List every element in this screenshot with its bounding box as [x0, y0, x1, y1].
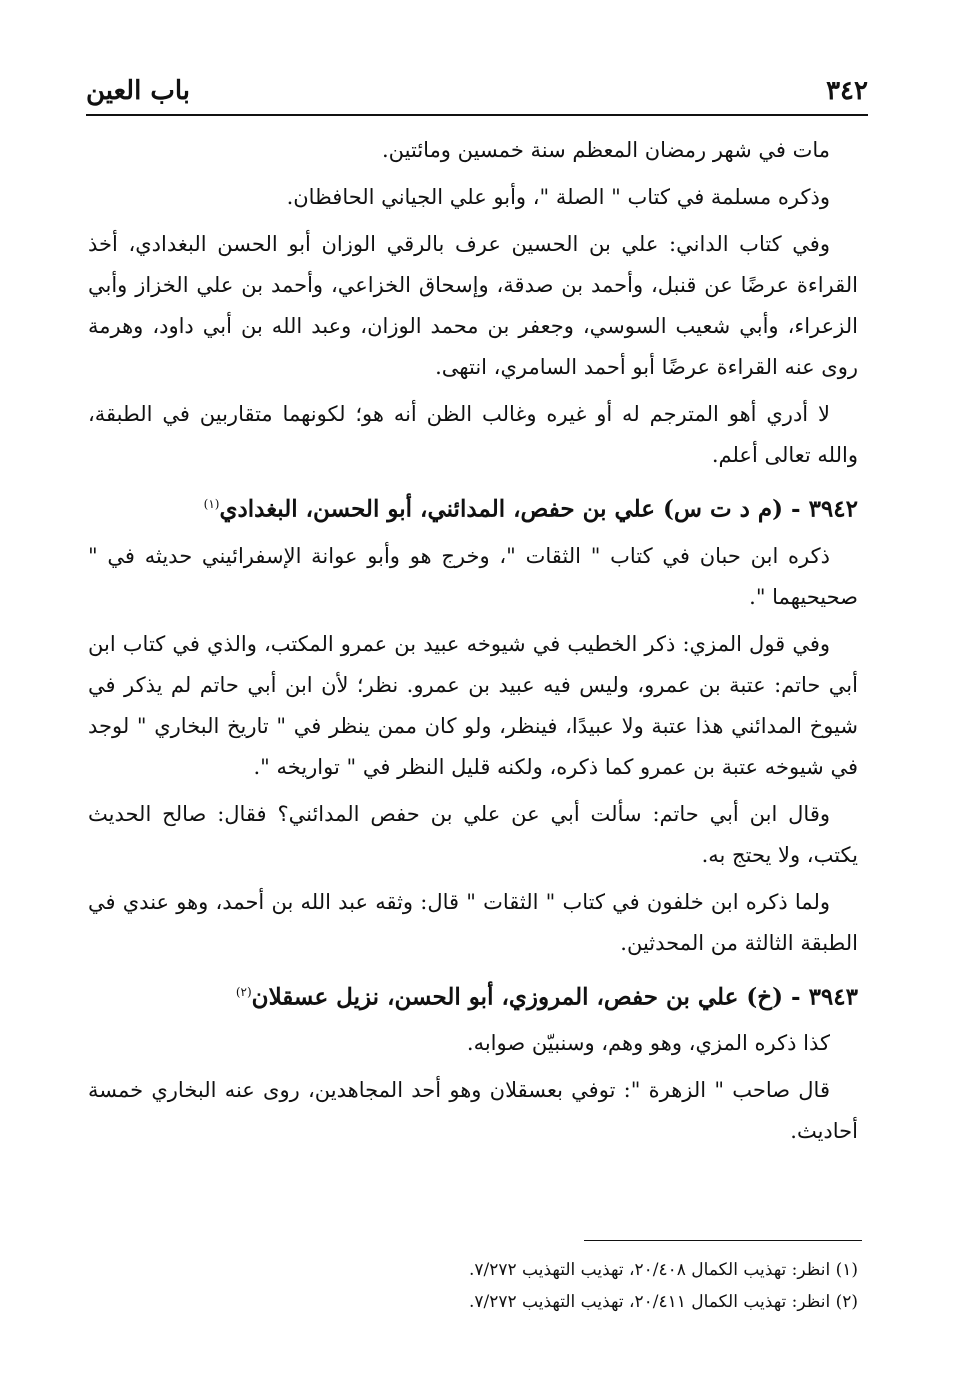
page-header: [86, 74, 868, 116]
paragraph: مات في شهر رمضان المعظم سنة خمسين ومائتين.: [381, 138, 830, 162]
paragraph: ذكره ابن حبان في كتاب " الثقات "، وخرج هو وأبو عوانة الإسفرائيني حديثه في " صحيحيهما ".: [88, 543, 858, 609]
entry-title: ٣٩٤٣ - (خ) علي بن حفص، المروزي، أبو الحسن، نزيل عسقلان: [251, 983, 858, 1011]
paragraph: كذا ذكره المزي، وهو وهم، وسنبيّن صوابه.: [466, 1031, 830, 1056]
paragraph: قال صاحب " الزهرة ": توفي بعسقلان وهو أحد المجاهدين، روى عنه البخاري خمسة أحاديث.: [88, 1078, 858, 1144]
footnote-marker[interactable]: (١): [203, 497, 220, 511]
paragraph: ولما ذكره ابن خلفون في كتاب " الثقات " قال: وثقه عبد الله بن أحمد، وهو عندي في الطبقة الثالثة من المحدثين.: [88, 889, 858, 955]
paragraph: وفي كتاب الداني: علي بن الحسين عرف بالرقي الوزان أبو الحسن البغدادي، أخذ القراءة عرضًا عن قنبل، وأحمد بن صدقة، وإسحاق الخزاعي، وأحمد بن علي الخزاز وأبي الزعراء، وأبي شعيب السوسي، وجعفر بن محمد الوزان، وعبد الله بن أبي داود، وهرمة روى عنه القراءة عرضًا أبو أحمد السامري، انتهى.: [88, 232, 858, 379]
entry-title: ٣٩٤٢ - (م د ت س) علي بن حفص، المدائني، أبو الحسن، البغدادي: [219, 495, 858, 523]
footnote-divider: [584, 1240, 862, 1241]
footnote-marker[interactable]: (٢): [235, 984, 252, 999]
page-body: [88, 130, 858, 1158]
entry-heading-3942: [88, 482, 858, 532]
section-title: باب العين: [86, 76, 191, 106]
paragraph: لا أدري أهو المترجم له أو غيره وغالب الظن أنه هو؛ لكونهما متقاربين في الطبقة، والله تعالى أعلم.: [88, 402, 858, 467]
footnote-2: (٢) انظر: تهذيب الكمال ٢٠/٤١١، تهذيب التهذيب ٧/٢٧٢.: [468, 1292, 858, 1312]
entry-heading-3943: [88, 970, 858, 1020]
paragraph: وذكره مسلمة في كتاب " الصلة "، وأبو علي الجياني الحافظان.: [286, 185, 830, 209]
page-number: ٣٤٢: [826, 76, 868, 106]
footnote-1: (١) انظر: تهذيب الكمال ٢٠/٤٠٨، تهذيب التهذيب ٧/٢٧٢.: [468, 1260, 858, 1280]
paragraph: وقال ابن أبي حاتم: سألت أبي عن علي بن حفص المدائني؟ فقال: صالح الحديث يكتب، ولا يحتج به.: [88, 801, 858, 867]
paragraph: وفي قول المزي: ذكر الخطيب في شيوخه عبيد بن عمرو المكتب، والذي في كتاب ابن أبي حاتم: عتبة بن عمرو، وليس فيه عبيد بن عمرو. نظر؛ لأن ابن أبي حاتم لم يذكر في شيوخ المدائني هذا عتبة ولا عبيدًا، فينظر، ولو كان ممن ينظر في " تاريخ البخاري " لوجد في شيوخه عتبة بن عمرو كما ذكره، ولكنه قليل النظر في " تواريخه ".: [88, 631, 858, 779]
footnotes: [300, 1254, 858, 1318]
